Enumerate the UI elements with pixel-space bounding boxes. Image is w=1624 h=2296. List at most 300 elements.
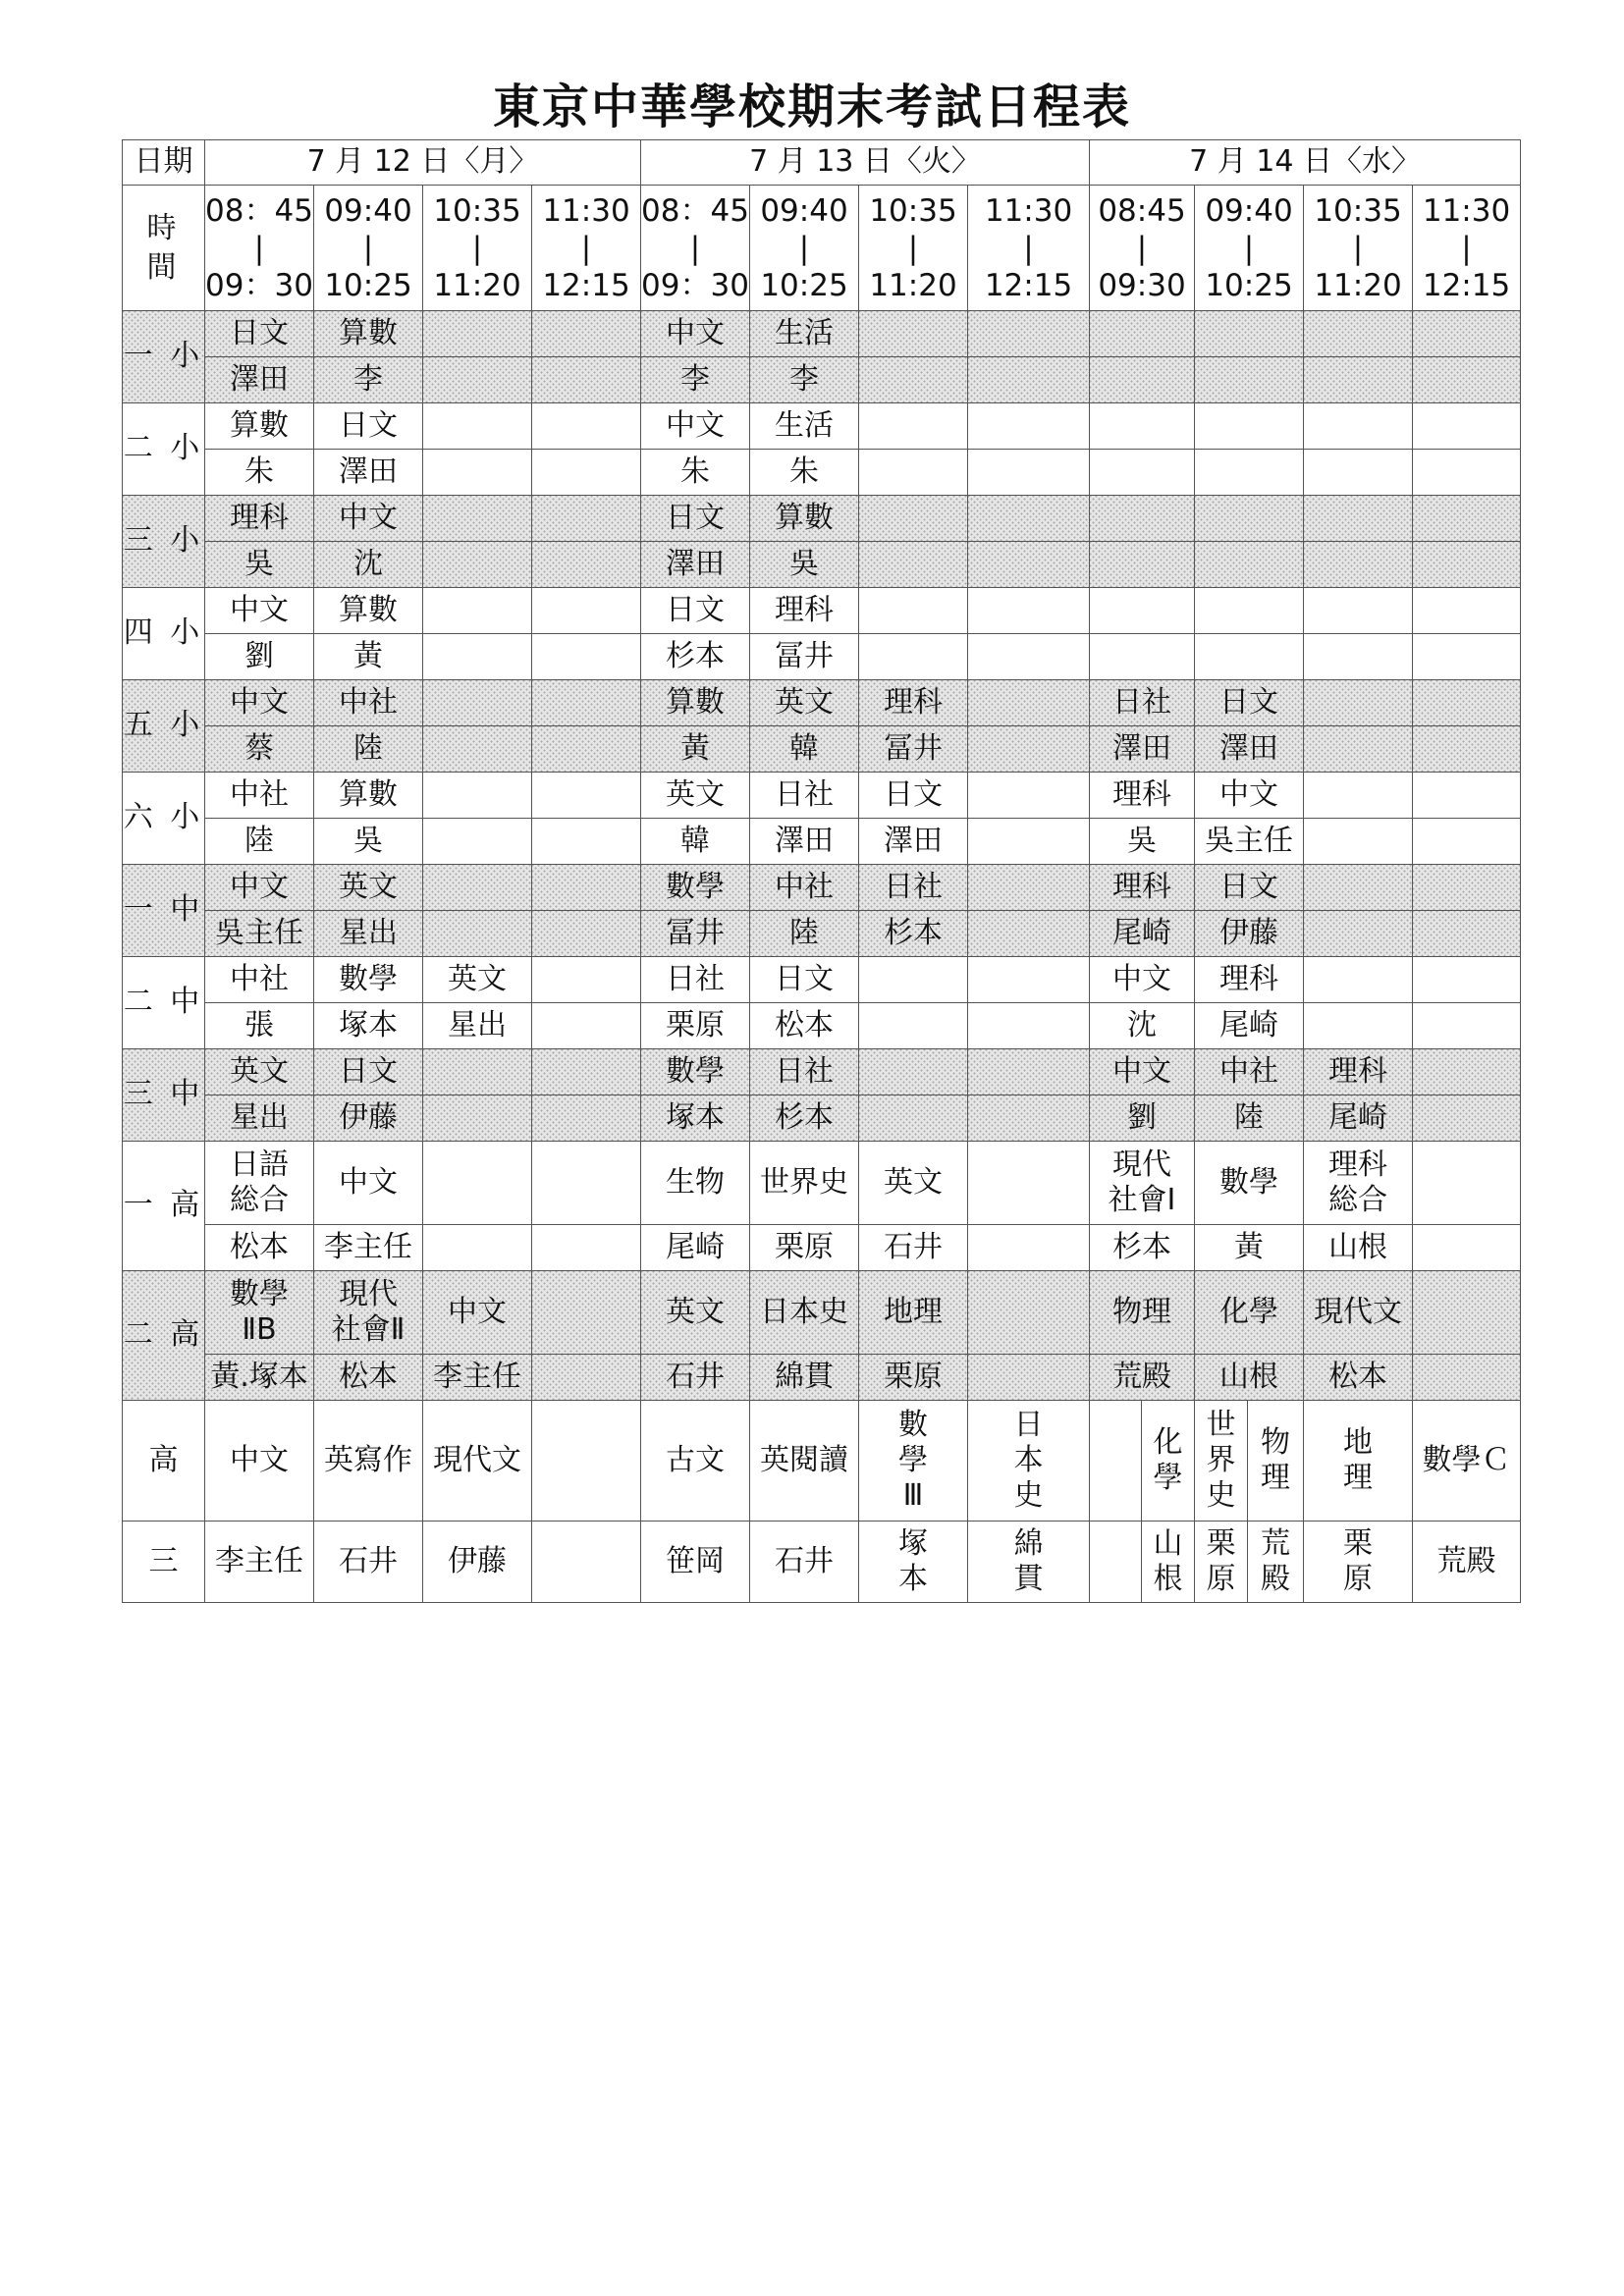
teacher-cell: 澤田: [859, 819, 968, 865]
cell-line: 11:30: [542, 192, 630, 229]
cell-line: 數學: [230, 1277, 289, 1311]
grade-teacher-row: [123, 1355, 1521, 1401]
teacher-cell: [1413, 819, 1521, 865]
subject-cell: [968, 1401, 1090, 1522]
grade-subject-row: [123, 680, 1521, 726]
teacher-cell: [968, 634, 1090, 680]
grade-label: 二 中: [123, 957, 205, 1049]
subject-cell: [1090, 311, 1195, 357]
subject-cell: [1195, 588, 1304, 634]
cell-line: 荒: [1261, 1526, 1290, 1561]
teacher-cell: [1304, 542, 1413, 588]
cell-line: Ⅲ: [902, 1478, 924, 1513]
grade-teacher-row: [123, 1522, 1521, 1603]
subject-cell: [968, 1142, 1090, 1225]
subject-cell: [314, 1271, 423, 1355]
teacher-cell: [532, 1355, 641, 1401]
teacher-cell: 栗原: [641, 1003, 750, 1049]
subject-cell: 英閱讀: [750, 1401, 859, 1522]
teacher-cell: 星出: [314, 911, 423, 957]
grade-label: 一 高: [123, 1142, 205, 1271]
grade-label: 三: [123, 1522, 205, 1603]
subject-cell: [1413, 311, 1521, 357]
subject-cell: [968, 957, 1090, 1003]
subject-cell: [1304, 311, 1413, 357]
teacher-cell: 蔡: [205, 726, 314, 773]
subject-cell: [1090, 1142, 1195, 1225]
cell-line: |: [907, 230, 919, 266]
cell-line: 數: [898, 1408, 928, 1442]
cell-line: 日: [1013, 1408, 1044, 1442]
teacher-cell: [968, 819, 1090, 865]
cell-line: 10:35: [433, 192, 521, 229]
grade-label: 一 中: [123, 865, 205, 957]
subject-cell: [968, 311, 1090, 357]
teacher-cell: [1413, 1355, 1521, 1401]
day-header: 7 月 13 日〈火〉: [641, 140, 1090, 186]
subject-cell: [1304, 957, 1413, 1003]
teacher-cell: [968, 726, 1090, 773]
teacher-cell: 綿貫: [750, 1355, 859, 1401]
cell-line: 世界史: [760, 1165, 848, 1200]
grade-label: 六 小: [123, 773, 205, 865]
cell-line: 現代: [1112, 1148, 1171, 1182]
cell-line: 09：30: [205, 267, 313, 303]
cell-line: |: [1023, 230, 1034, 266]
teacher-cell: [1195, 542, 1304, 588]
subject-cell: [968, 680, 1090, 726]
cell-line: 間: [146, 249, 181, 285]
period-time: [968, 186, 1090, 311]
teacher-cell: 山根: [1195, 1355, 1304, 1401]
teacher-cell: 澤田: [641, 542, 750, 588]
teacher-cell: 吳主任: [205, 911, 314, 957]
cell-line: 根: [1153, 1562, 1183, 1596]
subject-cell: [423, 1049, 532, 1095]
grade-subject-row: [123, 957, 1521, 1003]
teacher-cell: [1195, 634, 1304, 680]
teacher-cell: 荒殿: [1090, 1355, 1195, 1401]
subject-cell: [1413, 957, 1521, 1003]
teacher-cell: [968, 357, 1090, 403]
cell-line: 貫: [1013, 1562, 1044, 1596]
cell-line: 界: [1206, 1443, 1236, 1477]
cell-line: |: [471, 230, 483, 266]
subject-cell: [532, 496, 641, 542]
teacher-cell: [532, 542, 641, 588]
teacher-cell: 石井: [641, 1355, 750, 1401]
subject-cell: [1304, 1401, 1413, 1522]
cell-line: 原: [1206, 1562, 1236, 1596]
grade-subject-row: [123, 496, 1521, 542]
teacher-cell: [859, 450, 968, 496]
cell-line: 11:30: [984, 192, 1073, 229]
subject-cell: 數學: [641, 865, 750, 911]
teacher-cell: 杉本: [750, 1095, 859, 1142]
subject-cell: [532, 1142, 641, 1225]
cell-line: 時: [146, 210, 181, 245]
teacher-cell: [532, 634, 641, 680]
subject-cell: [423, 311, 532, 357]
teacher-cell: [968, 1522, 1090, 1603]
subject-cell: [859, 588, 968, 634]
subject-cell: 中文: [641, 403, 750, 450]
subject-cell: [1413, 403, 1521, 450]
teacher-cell: [1413, 357, 1521, 403]
subject-cell: [859, 1142, 968, 1225]
teacher-cell: [1413, 450, 1521, 496]
teacher-cell: [1090, 357, 1195, 403]
subject-cell: 英文: [641, 773, 750, 819]
cell-line: 塚: [898, 1526, 928, 1561]
subject-cell: 日文: [750, 957, 859, 1003]
subject-cell: 日文: [641, 588, 750, 634]
subject-cell: [968, 1049, 1090, 1095]
cell-line: 中文: [448, 1295, 507, 1329]
teacher-cell: [1195, 357, 1304, 403]
subject-cell: [532, 680, 641, 726]
teacher-cell: [423, 911, 532, 957]
cell-line: 09:30: [1098, 267, 1186, 303]
cell-line: 綿: [1013, 1526, 1044, 1561]
teacher-cell: 黃: [1195, 1225, 1304, 1271]
subject-cell: 日社: [859, 865, 968, 911]
subject-cell: 算數: [314, 773, 423, 819]
subject-cell: 英寫作: [314, 1401, 423, 1522]
cell-line: 現代: [339, 1277, 398, 1311]
cell-line: 日語: [230, 1148, 289, 1182]
subject-cell: [968, 773, 1090, 819]
subject-cell: 算數: [314, 588, 423, 634]
period-time: [314, 186, 423, 311]
teacher-cell: 尾崎: [1195, 1003, 1304, 1049]
teacher-cell: [968, 1095, 1090, 1142]
subject-cell: [532, 1401, 641, 1522]
subject-cell: [859, 311, 968, 357]
subject-cell: [532, 773, 641, 819]
subject-cell: 日社: [750, 773, 859, 819]
teacher-cell: 尾崎: [1090, 911, 1195, 957]
teacher-cell: 李主任: [423, 1355, 532, 1401]
cell-line: 地理: [884, 1295, 943, 1329]
subject-cell: [1304, 496, 1413, 542]
teacher-cell: 石井: [859, 1225, 968, 1271]
grade-label: 三 中: [123, 1049, 205, 1142]
subject-cell: [1195, 311, 1304, 357]
teacher-cell: [859, 1522, 968, 1603]
teacher-cell: 黃: [314, 634, 423, 680]
subject-cell: [1413, 496, 1521, 542]
cell-line: 08：45: [641, 192, 749, 229]
subject-cell: [1195, 1271, 1304, 1355]
page-title: 東京中華學校期末考試日程表: [492, 80, 1131, 134]
teacher-cell: [1195, 450, 1304, 496]
cell-line: 本: [898, 1562, 928, 1596]
subject-cell: 中社: [205, 773, 314, 819]
cell-line: 英文: [884, 1165, 943, 1200]
cell-line: 総合: [230, 1183, 289, 1217]
subject-cell: 理科: [859, 680, 968, 726]
day-header: 7 月 12 日〈月〉: [205, 140, 641, 186]
cell-line: |: [580, 230, 592, 266]
subject-cell: 日文: [205, 311, 314, 357]
subject-cell: [1090, 1271, 1195, 1355]
grade-subject-row: [123, 311, 1521, 357]
subject-cell: [750, 1271, 859, 1355]
teacher-cell: 尾崎: [641, 1225, 750, 1271]
subject-cell: 數學: [314, 957, 423, 1003]
subject-cell: 日文: [641, 496, 750, 542]
teacher-cell: 伊藤: [423, 1522, 532, 1603]
subject-cell: [968, 1271, 1090, 1355]
period-time: [1090, 186, 1195, 311]
subject-cell: [859, 1049, 968, 1095]
cell-line: 11:30: [1422, 192, 1511, 229]
subject-cell: [423, 588, 532, 634]
cell-line: 12:15: [1422, 267, 1511, 303]
teacher-cell: 杉本: [1090, 1225, 1195, 1271]
teacher-cell: [968, 911, 1090, 957]
subject-cell: [1413, 680, 1521, 726]
subject-cell: 中社: [750, 865, 859, 911]
teacher-cell: [423, 357, 532, 403]
subject-cell: [423, 1271, 532, 1355]
teacher-cell: 石井: [750, 1522, 859, 1603]
teacher-cell: [1090, 634, 1195, 680]
subject-cell: 中文: [1195, 773, 1304, 819]
subject-cell: [423, 680, 532, 726]
subject-cell: [1304, 1142, 1413, 1225]
subject-cell: [205, 1271, 314, 1355]
grade-teacher-row: [123, 911, 1521, 957]
teacher-cell: [1413, 634, 1521, 680]
teacher-cell: 冨井: [750, 634, 859, 680]
teacher-cell: [1304, 819, 1413, 865]
teacher-cell: [1304, 911, 1413, 957]
teacher-cell: [1304, 726, 1413, 773]
subject-cell: [423, 403, 532, 450]
teacher-cell: [1090, 450, 1195, 496]
teacher-cell: 山根: [1304, 1225, 1413, 1271]
cell-line: 11:20: [1314, 267, 1402, 303]
cell-line: 山: [1153, 1526, 1183, 1561]
subject-cell: 中文: [205, 588, 314, 634]
subject-cell: 生活: [750, 311, 859, 357]
subject-cell: 理科: [750, 588, 859, 634]
subject-cell: 中文: [205, 865, 314, 911]
subject-cell: [423, 773, 532, 819]
grade-subject-row: [123, 865, 1521, 911]
subject-cell: 日社: [750, 1049, 859, 1095]
subject-cell: 中文: [205, 680, 314, 726]
teacher-cell: [532, 1095, 641, 1142]
teacher-cell: 澤田: [314, 450, 423, 496]
teacher-cell: [1090, 542, 1195, 588]
teacher-cell: [532, 450, 641, 496]
teacher-cell: [859, 1003, 968, 1049]
cell-line: 物理: [1112, 1295, 1171, 1329]
teacher-cell: [968, 542, 1090, 588]
subject-cell: [532, 1271, 641, 1355]
cell-line: 08:45: [1098, 192, 1186, 229]
cell-line: 中文: [339, 1165, 398, 1200]
teacher-cell: [859, 357, 968, 403]
cell-line: |: [253, 230, 265, 266]
subject-cell: [1413, 588, 1521, 634]
grade-label: 二 高: [123, 1271, 205, 1401]
grade-teacher-row: [123, 634, 1521, 680]
subject-cell: 理科: [1195, 957, 1304, 1003]
cell-line: 史: [1013, 1478, 1044, 1513]
teacher-cell: [968, 1355, 1090, 1401]
teacher-cell: 朱: [205, 450, 314, 496]
grade-subject-row: [123, 773, 1521, 819]
teacher-cell: [1413, 1095, 1521, 1142]
cell-line: |: [798, 230, 810, 266]
subject-cell: 算數: [750, 496, 859, 542]
cell-line: 理: [1343, 1461, 1373, 1495]
grade-subject-row: [123, 403, 1521, 450]
teacher-cell: 石井: [314, 1522, 423, 1603]
cell-line: 日本史: [760, 1295, 848, 1329]
subject-cell: 理科: [1090, 865, 1195, 911]
cell-line: |: [1461, 230, 1472, 266]
subject-cell: [1142, 1401, 1195, 1522]
period-time: [532, 186, 641, 311]
teacher-cell: [1195, 1522, 1248, 1603]
grade-teacher-row: [123, 1225, 1521, 1271]
subject-cell: [423, 1142, 532, 1225]
subject-cell: [968, 865, 1090, 911]
teacher-cell: [532, 1522, 641, 1603]
teacher-cell: 吳: [1090, 819, 1195, 865]
subject-cell: [1413, 1142, 1521, 1225]
subject-cell: 中文: [1090, 957, 1195, 1003]
grade-teacher-row: [123, 726, 1521, 773]
subject-cell: 英文: [750, 680, 859, 726]
teacher-cell: [423, 634, 532, 680]
teacher-cell: 吳: [750, 542, 859, 588]
subject-cell: [1304, 773, 1413, 819]
teacher-cell: [1142, 1522, 1195, 1603]
teacher-cell: [1413, 542, 1521, 588]
teacher-cell: 陸: [314, 726, 423, 773]
period-time: [205, 186, 314, 311]
teacher-cell: [1304, 1522, 1413, 1603]
cell-line: 化: [1153, 1425, 1183, 1460]
teacher-cell: [423, 542, 532, 588]
subject-cell: 理科: [1304, 1049, 1413, 1095]
teacher-cell: 陸: [205, 819, 314, 865]
subject-cell: [1304, 588, 1413, 634]
cell-line: 學: [898, 1443, 928, 1477]
grade-subject-row: [123, 1271, 1521, 1355]
grade-subject-row: [123, 1049, 1521, 1095]
grade-label: 二 小: [123, 403, 205, 496]
subject-cell: 古文: [641, 1401, 750, 1522]
subject-cell: [532, 1049, 641, 1095]
subject-cell: [1413, 1049, 1521, 1095]
subject-cell: [532, 957, 641, 1003]
cell-line: |: [689, 230, 701, 266]
teacher-cell: [859, 634, 968, 680]
subject-cell: 中社: [314, 680, 423, 726]
subject-cell: 中文: [205, 1401, 314, 1522]
subject-cell: [1090, 588, 1195, 634]
cell-line: 化學: [1219, 1295, 1278, 1329]
grade-teacher-row: [123, 1003, 1521, 1049]
subject-cell: [750, 1142, 859, 1225]
subject-cell: [968, 403, 1090, 450]
subject-cell: [1090, 403, 1195, 450]
teacher-cell: 栗原: [750, 1225, 859, 1271]
period-time: [641, 186, 750, 311]
subject-cell: [1413, 773, 1521, 819]
teacher-cell: [532, 1225, 641, 1271]
subject-cell: 數學: [641, 1049, 750, 1095]
teacher-cell: [1413, 1003, 1521, 1049]
subject-cell: 日文: [314, 403, 423, 450]
time-header-row: [123, 186, 1521, 311]
cell-line: 理: [1261, 1461, 1290, 1495]
cell-line: |: [1352, 230, 1364, 266]
teacher-cell: 陸: [1195, 1095, 1304, 1142]
subject-cell: [968, 496, 1090, 542]
teacher-cell: 陸: [750, 911, 859, 957]
cell-line: 本: [1013, 1443, 1044, 1477]
teacher-cell: 李主任: [205, 1522, 314, 1603]
subject-cell: 日社: [641, 957, 750, 1003]
cell-line: 現代文: [1314, 1295, 1402, 1329]
cell-line: 物: [1261, 1425, 1290, 1460]
teacher-cell: [1304, 1003, 1413, 1049]
subject-cell: 日社: [1090, 680, 1195, 726]
subject-cell: 算數: [314, 311, 423, 357]
subject-cell: [1304, 865, 1413, 911]
teacher-cell: 李主任: [314, 1225, 423, 1271]
cell-line: 総合: [1328, 1183, 1387, 1217]
cell-line: 09:40: [324, 192, 412, 229]
subject-cell: 理科: [205, 496, 314, 542]
period-time: [859, 186, 968, 311]
subject-cell: 英文: [314, 865, 423, 911]
teacher-cell: 劉: [1090, 1095, 1195, 1142]
subject-cell: 中文: [314, 496, 423, 542]
subject-cell: [859, 496, 968, 542]
teacher-cell: [532, 911, 641, 957]
cell-line: 10:25: [1205, 267, 1293, 303]
teacher-cell: 澤田: [750, 819, 859, 865]
subject-cell: [1195, 1142, 1304, 1225]
teacher-cell: 朱: [641, 450, 750, 496]
teacher-cell: [1304, 357, 1413, 403]
cell-line: 理科: [1328, 1148, 1387, 1182]
teacher-cell: [532, 726, 641, 773]
teacher-cell: 吳主任: [1195, 819, 1304, 865]
grade-teacher-row: [123, 450, 1521, 496]
subject-cell: 生活: [750, 403, 859, 450]
subject-cell: [423, 865, 532, 911]
subject-cell: [859, 403, 968, 450]
cell-line: 社會Ⅱ: [331, 1312, 406, 1347]
teacher-cell: 沈: [1090, 1003, 1195, 1049]
teacher-cell: 杉本: [859, 911, 968, 957]
subject-cell: 算數: [205, 403, 314, 450]
cell-line: 社會Ⅰ: [1108, 1183, 1176, 1217]
subject-cell: [205, 1142, 314, 1225]
subject-cell: [968, 588, 1090, 634]
grade-label: 高: [123, 1401, 205, 1522]
